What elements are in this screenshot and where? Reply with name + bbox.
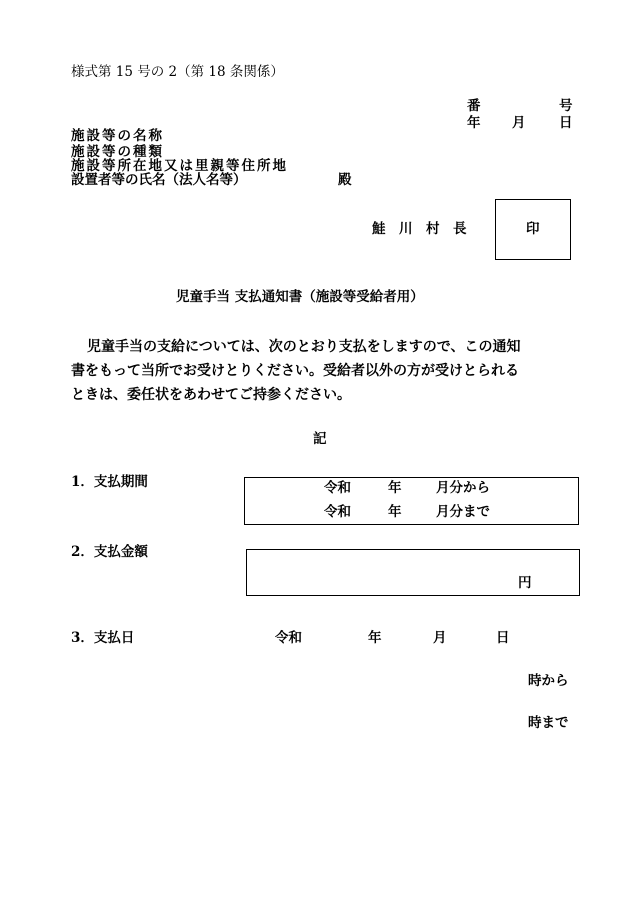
founder-name-label: 設置者等の氏名（法人名等） (71, 172, 247, 188)
period-to-year: 年 (388, 504, 402, 520)
date-year-label: 年 (467, 115, 481, 131)
facility-address-label: 施設等所在地又は里親等住所地 (71, 158, 288, 174)
period-to-era: 令和 (324, 504, 351, 520)
amount-unit: 円 (518, 575, 532, 591)
seal-box (495, 199, 571, 260)
amount-label: 2．支払金額 (71, 544, 148, 560)
period-from-suffix: 月分から (436, 480, 490, 496)
seal-label: 印 (526, 221, 540, 237)
time-until: 時まで (528, 715, 569, 731)
date-label: 3．支払日 (71, 630, 135, 646)
body-line-3: ときは、委任状をあわせてご持参ください。 (71, 387, 351, 403)
date-month: 月 (433, 630, 447, 646)
period-to-suffix: 月分まで (436, 504, 490, 520)
number-label: 番 (467, 98, 481, 114)
form-number: 様式第 15 号の 2（第 18 条関係） (71, 64, 284, 80)
date-year: 年 (368, 630, 382, 646)
number-suffix: 号 (559, 98, 573, 114)
period-from-year: 年 (388, 480, 402, 496)
date-day: 日 (496, 630, 510, 646)
honorific: 殿 (338, 172, 352, 188)
date-era: 令和 (275, 630, 302, 646)
facility-type-label: 施設等の種類 (71, 144, 164, 160)
period-from-era: 令和 (324, 480, 351, 496)
body-line-1: 児童手当の支給については、次のとおり支払をしますので、この通知 (87, 339, 521, 355)
period-label: 1．支払期間 (71, 474, 148, 490)
ki-label: 記 (313, 431, 327, 447)
issuer-title: 鮭 川 村 長 (372, 221, 467, 237)
period-box (244, 477, 579, 525)
document-title: 児童手当 支払通知書（施設等受給者用） (176, 289, 424, 305)
facility-name-label: 施設等の名称 (71, 128, 164, 144)
time-from: 時から (528, 673, 569, 689)
date-day-label: 日 (559, 115, 573, 131)
date-month-label: 月 (512, 115, 526, 131)
body-line-2: 書をもって当所でお受けとりください。受給者以外の方が受けとられる (71, 363, 519, 379)
